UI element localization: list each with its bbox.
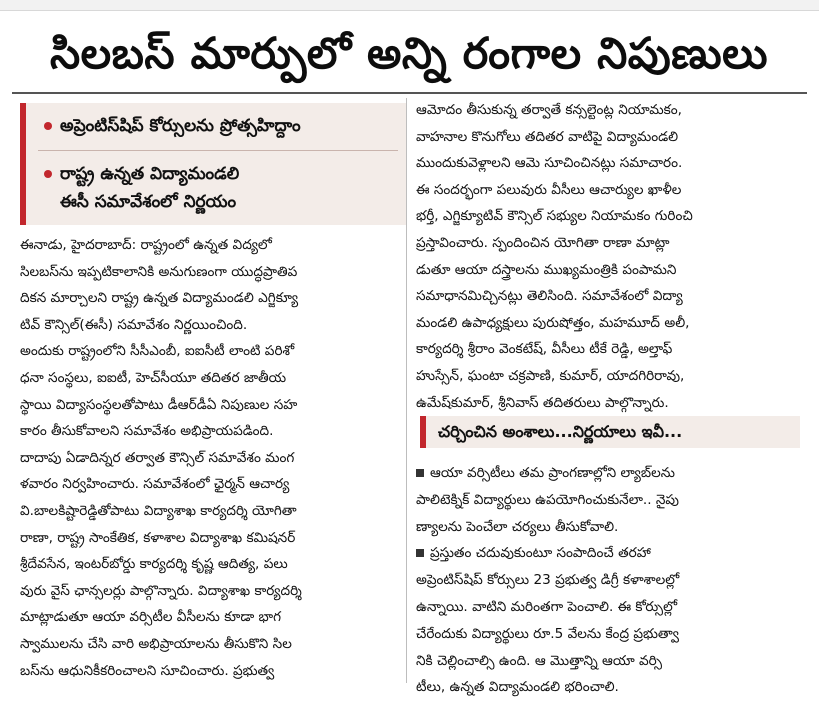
decisions-subheading: చర్చించిన అంశాలు...నిర్ణయాలు ఇవీ... <box>420 416 800 448</box>
text-line: ఈనాడు, హైదరాబాద్‌: రాష్ట్రంలో ఉన్నత విద్యలో <box>20 237 272 253</box>
highlight-text: అప్రెంటిస్‌షిప్‌ కోర్సులను ప్రోత్సహిద్దాం <box>60 116 301 136</box>
text-line: సమాధానమిచ్చినట్లు తెలిసింది. సమావేశంలో విద్యా <box>416 288 683 305</box>
text-line: మండలి ఉపాధ్యక్షులు పురుషోత్తం, మహమూద్‌ అలీ, <box>416 314 690 331</box>
highlight-item <box>44 111 301 141</box>
text-line: వి.బాలకిష్టారెడ్డితోపాటు విద్యాశాఖ కార్యదర్శి యోగితా <box>20 502 297 519</box>
highlight-separator <box>38 150 398 151</box>
text-line: టివ్‌ కౌన్సిల్‌(ఈసీ) సమావేశం నిర్ణయించింది. <box>20 316 248 333</box>
text-line: వాహనాల కొనుగోలు తదితర వాటిపై విద్యామండలి <box>416 128 679 145</box>
article-headline: సిలబస్‌ మార్పులో అన్ని రంగాల నిపుణులు <box>50 29 768 79</box>
text-line: బస్‌ను ఆధునికీకరించాలని సూచించారు. ప్రభుత్వ <box>20 662 275 679</box>
text-line: ళవారం నిర్వహించారు. సమావేశంలో ఛైర్మన్‌ ఆచార్య <box>20 476 290 493</box>
text-line: ఉమేష్‌కుమార్‌, శ్రీనివాస్‌ తదితరులు పాల్గొన్నారు. <box>416 394 669 411</box>
text-line: రాణా, రాష్ట్ర సాంకేతిక, కళాశాల విద్యాశాఖ కమిషనర్‌ <box>20 529 296 546</box>
bullet-icon <box>44 170 52 178</box>
text-line: భర్తీ, ఎగ్జిక్యూటివ్‌ కౌన్సిల్‌ సభ్యుల నియామకం గురించి <box>416 208 693 225</box>
bullet-icon <box>44 122 52 130</box>
text-line: టీలు, ఉన్నత విద్యామండలి భరించాలి. <box>416 679 619 696</box>
text-line: ణ్యాలను పెంచేలా చర్యలు తీసుకోవాలి. <box>416 518 619 535</box>
text-line: సిలబస్‌ను ఇప్పటికాలానికి అనుగుణంగా యుద్ధప్రాతిప <box>20 263 298 280</box>
text-line: అందుకు రాష్ట్రంలోని సీసీఎంబీ, ఐఐసీటీ లాంటి పరిశో <box>20 343 295 360</box>
subheading-arrow-tip <box>788 416 800 448</box>
text-line: దికన మార్చాలని రాష్ట్ర ఉన్నత విద్యామండలి ఎగ్జిక్యూ <box>20 290 299 307</box>
text-line: అప్రెంటిస్‌షిప్‌ కోర్సులు 23 ప్రభుత్వ డిగ్రీ కళాశాలల్లో <box>416 572 680 589</box>
decision-item-line <box>416 540 806 567</box>
highlights-box <box>20 103 406 225</box>
text-line: ముందుకువెళ్లాలని ఆమె సూచించినట్లు సమాచారం. <box>416 155 683 172</box>
text-line: స్వాములను చేసి వారి అభిప్రాయాలను తీసుకొని సిల <box>20 635 292 652</box>
highlight-text: ఈసీ సమావేశంలో నిర్ణయం <box>60 192 237 212</box>
left-column <box>20 232 400 684</box>
text-line: నికి చెల్లించాల్సి ఉంది. ఆ మొత్తాన్ని ఆయా వర్సి <box>416 652 662 669</box>
square-bullet-icon <box>416 549 424 557</box>
column-divider <box>406 98 407 683</box>
text-line: ఆమోదం తీసుకున్న తర్వాతే కన్సల్టెంట్ల నియామకం, <box>416 102 682 118</box>
text-line: హుస్సేన్‌, ఘంటా చక్రపాణి, కుమార్‌, యాదగిరిరావు, <box>416 367 685 384</box>
text-line: ప్రస్తావించారు. స్పందించిన యోగితా రాణా మాట్లా <box>416 234 670 251</box>
text-line: ఆయా వర్సిటీలు తమ ప్రాంగణాల్లోని ల్యాబ్‌లను <box>430 465 675 481</box>
decisions-list <box>416 460 806 701</box>
text-line: దాదాపు ఏడాదిన్నర తర్వాత కౌన్సిల్‌ సమావేశం మంగ <box>20 449 295 466</box>
text-line: చేరేందుకు విద్యార్థులు రూ.5 వేలను కేంద్ర ప్రభుత్వా <box>416 625 680 642</box>
text-line: ప్రస్తుతం చదువుకుంటూ సంపాదించే తరహా <box>430 545 651 562</box>
right-column <box>416 97 806 416</box>
highlight-item <box>44 159 239 189</box>
text-line: ధనా సంస్థలు, ఐఐటీ, హెచ్‌సీయూ తదితర జాతీయ <box>20 369 287 386</box>
headline-divider <box>12 92 807 94</box>
text-line: పాలిటెక్నిక్‌ విద్యార్థులు ఉపయోగించుకునేలా.. నైపు <box>416 491 680 508</box>
highlight-item <box>60 187 236 217</box>
decision-item-line <box>416 460 806 487</box>
text-line: స్థాయి విద్యాసంస్థలతోపాటు డీఆర్‌డీఏ నిపుణుల సహ <box>20 396 298 413</box>
highlight-text: రాష్ట్ర ఉన్నత విద్యామండలి <box>60 164 240 184</box>
square-bullet-icon <box>416 469 424 477</box>
text-line: కార్యదర్శి శ్రీరాం వెంకటేష్‌, వీసీలు టీకే రెడ్డి, అల్తాఫ్‌ <box>416 341 673 358</box>
text-line: శ్రీదేవసేన, ఇంటర్‌బోర్డు కార్యదర్శి కృష్ణ ఆదిత్య, పలు <box>20 556 288 573</box>
previous-article-edge <box>0 0 819 11</box>
text-line: కారం తీసుకోవాలని సమావేశం అభిప్రాయపడింది. <box>20 423 274 440</box>
text-line: డుతూ ఆయా దస్త్రాలను ముఖ్యమంత్రికి పంపామని <box>416 261 677 278</box>
text-line: వురు వైస్‌ ఛాన్సలర్లు పాల్గొన్నారు. విద్యాశాఖ కార్యదర్శి <box>20 582 302 599</box>
text-line: ఈ సందర్భంగా పలువురు వీసీలు ఆచార్యుల ఖాళీల <box>416 181 682 198</box>
text-line: మాట్లాడుతూ ఆయా వర్సిటీల వీసీలను కూడా భాగ <box>20 609 282 626</box>
text-line: ఉన్నాయి. వాటిని మరింతగా పెంచాలి. ఈ కోర్సుల్లో <box>416 598 678 615</box>
